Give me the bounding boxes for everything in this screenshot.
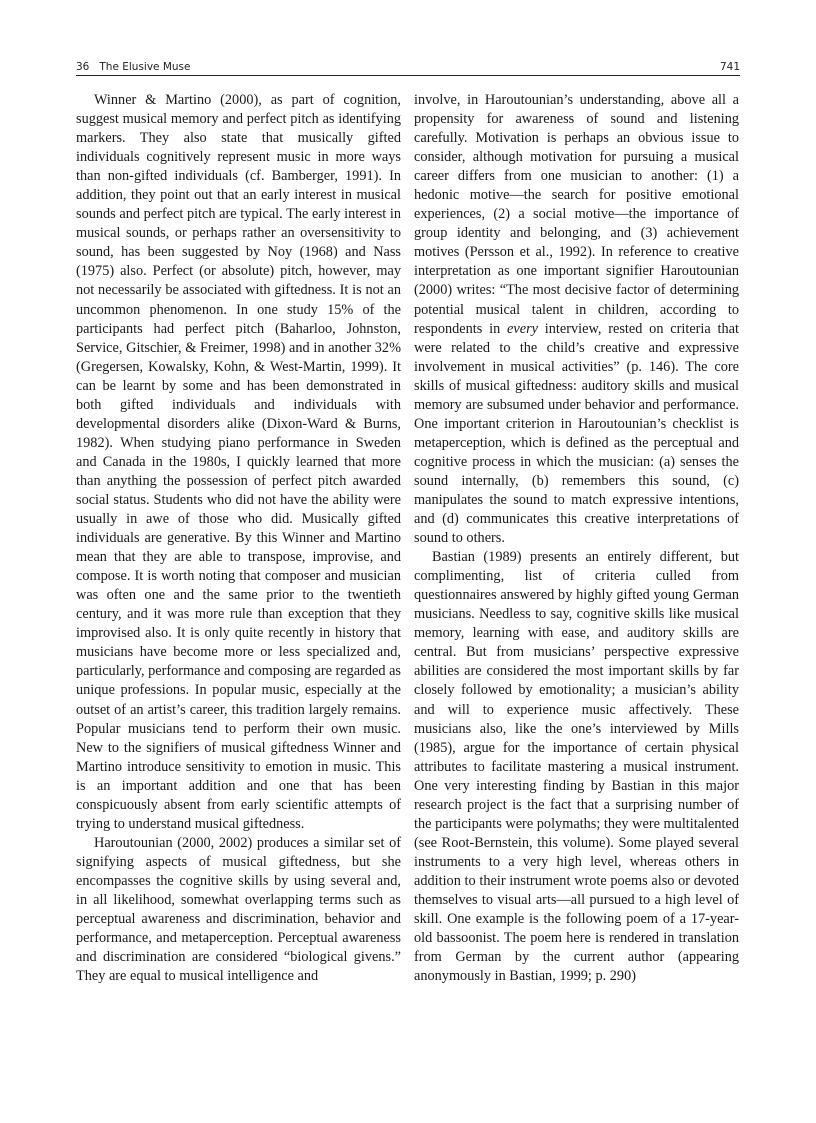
paragraph <box>414 91 739 548</box>
running-header-left <box>76 61 191 73</box>
running-header <box>76 56 740 76</box>
left-column <box>76 91 401 986</box>
paragraph: Winner & Martino (2000), as part of cognition, suggest musical memory and perfect pitch as identifying markers. They also state that musically gifted individuals cognitively represent music in more ways than non-gifted individuals (cf. Bamberger, 1991). In addition, they point out that an early interest in musical sounds and perfect pitch are typical. The early interest in musical sounds, or perhaps rather an oversensitivity to sound, has been suggested by Noy (1968) and Nass (1975) also. Perfect (or absolute) pitch, however, may not necessarily be associated with giftedness. It is not an uncommon phenomenon. In one study 15% of the participants had perfect pitch (Baharloo, Johnston, Service, Gitschier, & Freimer, 1998) and in another 32% (Gregersen, Kowalsky, Kohn, & West-Martin, 1999). It can be learnt by some and has been demonstrated in both gifted individuals and individuals with developmental disorders alike (Dixon-Ward & Burns, 1982). When studying piano performance in Sweden and Canada in the 1980s, I quickly learned that more than anything the possession of perfect pitch awarded social status. Students who did not have the ability were usually in awe of those who did. Musically gifted individuals are generative. By this Winner and Martino mean that they are able to transpose, improvise, and compose. It is worth noting that composer and musician was often one and the same prior to the twentieth century, and it was more rule than exception that they improvised also. It is only quite recently in history that musicians have become more or less specialized and, particularly, performance and composing are regarded as unique professions. In popular music, especially at the outset of an artist’s career, this tradition largely remains. Popular musicians tend to perform their own music. New to the signifiers of musical giftedness Winner and Martino introduce sensitivity to emotion in music. This is an important addition and one that has been conspicuously absent from early scientific attempts of trying to understand musical giftedness. <box>76 92 401 832</box>
paragraph: Haroutounian (2000, 2002) produces a similar set of signifying aspects of musical giftedness, but she encompasses the cognitive skills by using several and, in all likelihood, somewhat overlapping terms such as perceptual awareness and discrimination, behavior and performance, and metaperception. Perceptual awareness and discrimination are considered “biological givens.” They are equal to musical intelligence and <box>76 834 401 985</box>
text-run: interview, rested on criteria that were related to the child’s creative and expressive involvement in musical activities” (p. 146). The core skills of musical giftedness: auditory skills and musical memory are subsumed under behavior and performance. One important criterion in Haroutounian’s checklist is metaperception, which is defined as the perceptual and cognitive process in which the musician: (a) senses the sound internally, (b) remembers this sound, (c) manipulates the sound to match expressive intentions, and (d) communicates this creative interpretations of sound to others. <box>414 320 739 547</box>
chapter-title: The Elusive Muse <box>99 61 191 73</box>
page-number: 741 <box>719 61 740 73</box>
right-column <box>414 91 739 986</box>
text-run: involve, in Haroutounian’s understanding, above all a propensity for awareness of sound and listening carefully. Motivation is perhaps an obvious issue to consider, although motivation for pursuing a musical career differs from one musician to another: (1) a hedonic motive—the search for positive emotional experiences, (2) a social motive—the importance of group identity and belonging, and (3) achievement motives (Persson et al., 1992). In reference to creative interpretation as one important signifier Haroutounian (2000) writes: “The most decisive factor of determining potential musical talent in children, according to respondents in <box>414 92 739 337</box>
chapter-number: 36 <box>76 61 90 73</box>
emphasis: every <box>507 320 538 337</box>
paragraph: Bastian (1989) presents an entirely different, but complimenting, list of criteria culled from questionnaires answered by highly gifted young German musicians. Needless to say, cognitive skills like musical memory, learning with ease, and auditory skills are central. But from musicians’ perspective expressive abilities are considered the most important skills by far closely followed by emotionality; a musician’s ability and will to experience music affectively. These musicians also, like the one’s interviewed by Mills (1985), argue for the importance of certain physical attributes to facilitate mastering a musical instrument. One very interesting finding by Bastian in this major research project is the fact that a surprising number of the participants were polymaths; they were multitalented (see Root-Bernstein, this volume). Some played several instruments to a very high level, whereas others in addition to their instrument wrote poems also or devoted themselves to visual arts—all pursued to a high level of skill. One example is the following poem of a 17-year-old bassoonist. The poem here is rendered in translation from German by the current author (appearing anonymously in Bastian, 1999; p. 290) <box>414 549 739 985</box>
